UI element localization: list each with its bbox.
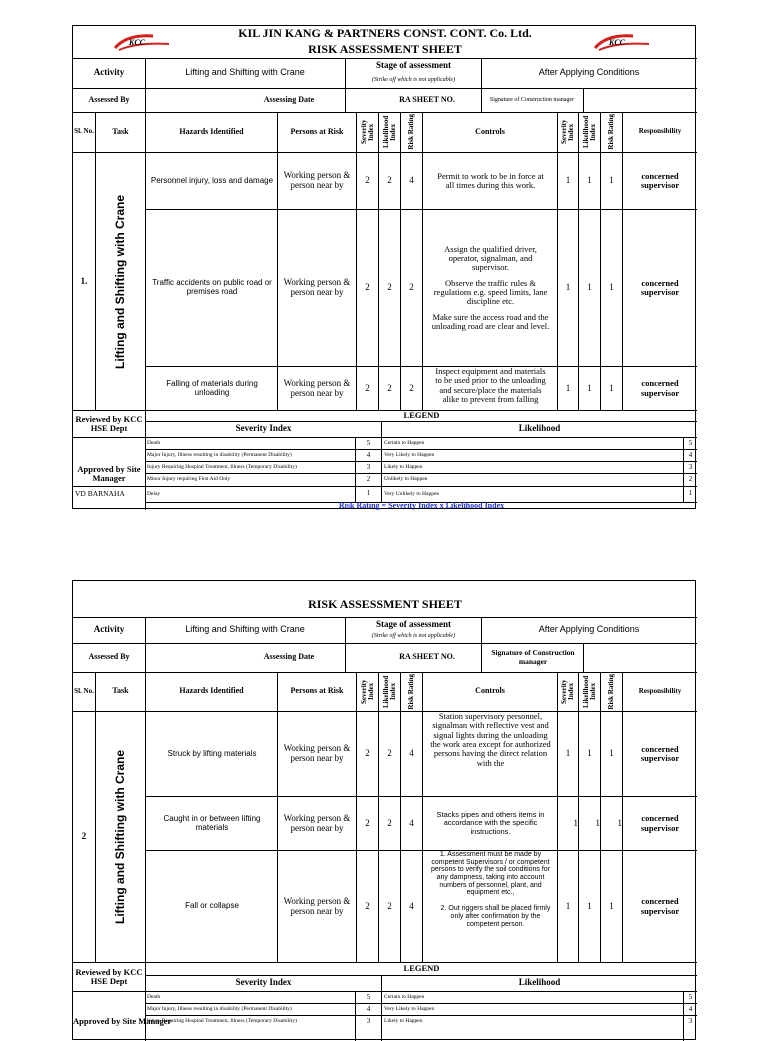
persons-header: Persons at Risk [290,686,344,696]
likelihood-val: 5 [688,992,693,1001]
manager-name: VD BARNAHA [75,488,125,498]
responsibility-cell: concerned supervisor [640,813,680,833]
hazard-cell: Falling of materials during unloading [166,378,258,397]
severity-header: Severity Index [560,679,575,704]
control-line: Assign the qualified driver, operator, signalman, and supervisor. [444,243,537,273]
likelihood-after-cell: 1 [587,900,592,911]
risk-sheet-2 [72,580,696,1040]
stage-value: After Applying Conditions [538,624,640,635]
severity-index-title: Severity Index [235,977,292,988]
sl-no-header: Sl. No. [74,127,94,136]
strike-note: (Strike off which is not applicable) [371,77,456,84]
legend-title: LEGEND [403,963,440,974]
severity-val: 3 [366,462,371,471]
severity-after-cell: 1 [565,382,571,393]
controls-cell [425,851,556,962]
stage-value: After Applying Conditions [538,67,640,78]
severity-desc: Injury Requiring Hospital Treatment, Illness (Temporary Disability) [147,464,297,471]
sl-number: 2 [81,831,87,842]
persons-cell: Working person & person near by [283,277,351,297]
severity-val: 3 [366,1016,371,1025]
controls-cell [424,210,557,366]
severity-after-cell: 1 [565,282,571,293]
likelihood-val: 5 [688,438,693,447]
likelihood-val: 1 [688,489,693,498]
likelihood-after-cell: 1 [587,748,592,759]
hazard-cell: Traffic accidents on public road or premises road [152,278,272,296]
severity-val: 5 [366,992,371,1001]
control-line: Observe the traffic rules & regulations e.g. speed limits, lane discipline etc. [433,277,548,307]
legend-title: LEGEND [403,410,440,421]
severity-cell: 2 [365,282,370,293]
activity-label: Activity [93,624,125,635]
hazard-cell: Caught in or between lifting materials [163,813,261,832]
likelihood-desc: Likely to Happen [384,464,423,471]
likelihood-val: 2 [688,474,693,483]
risk-sheet-1 [72,25,696,509]
risk-rating-formula: Risk Rating = Severity Index x Likelihood Index [338,500,505,510]
likelihood-desc: Certain to Happen [384,994,425,1001]
signature-label: Signature of Construction manager [489,96,575,103]
severity-desc: Major Injury, Illness resulting in disability (Permanent Disability) [147,452,292,459]
reviewed-by-label: Reviewed by KCC HSE Dept [75,413,143,433]
activity-value: Lifting and Shifting with Crane [185,624,305,635]
company-name: KIL JIN KANG & PARTNERS CONST. CONT. Co. Ltd. [238,25,532,40]
stage-label: Stage of assessment [376,60,451,71]
task-name: Lifting and Shifting with Crane [112,750,127,924]
approved-by-label: Approved by Site Manager [73,1016,172,1027]
likelihood-after-cell: 1 [587,175,592,186]
responsibility-cell: concerned supervisor [640,896,680,916]
svg-text:KCC: KCC [609,38,626,47]
persons-cell: Working person & person near by [283,170,351,190]
severity-after-cell: 1 [565,175,571,186]
severity-desc: Injury Requiring Hospital Treatment, Illness (Temporary Disability) [147,1018,297,1025]
sl-number: 1. [80,275,88,286]
likelihood-cell: 2 [387,175,392,186]
severity-after-cell: 1 [573,817,578,828]
hazard-cell: Fall or collapse [185,901,239,911]
likelihood-header: Likelihood Index [581,675,597,708]
risk-cell: 2 [409,382,414,393]
controls-cell: Station supervisory personnel, signalman with reflective vest and signal lights during the unloading the work area except for authorized persons having the direct relation with the [430,711,551,768]
risk-after-cell: 1 [609,282,614,293]
responsibility-header: Responsibility [638,686,682,695]
likelihood-val: 3 [688,462,693,471]
responsibility-cell: concerned supervisor [640,378,680,398]
likelihood-cell: 2 [387,382,392,393]
signature-label: Signature of Construction manager [491,648,575,666]
likelihood-val: 4 [688,1004,693,1013]
likelihood-cell: 2 [387,282,392,293]
task-header: Task [112,126,129,136]
likelihood-title: Likelihood [518,977,561,988]
severity-after-cell: 1 [565,748,571,759]
ra-sheet-no-label: RA SHEET NO. [399,94,455,104]
likelihood-after-cell: 1 [587,382,592,393]
severity-desc: Delay [147,490,161,497]
risk-cell: 2 [409,282,414,293]
severity-val: 1 [366,489,371,498]
risk-cell: 4 [409,900,414,911]
risk-header: Risk Rating [607,114,615,150]
severity-header: Severity Index [359,119,375,145]
likelihood-after-cell: 1 [587,282,592,293]
severity-header: Severity Index [560,119,575,145]
likelihood-desc: Likely to Happen [384,1018,423,1025]
approved-by-label: Approved by Site Manager [77,463,141,483]
task-name: Lifting and Shifting with Crane [112,194,127,369]
severity-header: Severity Index [359,679,375,704]
responsibility-cell: concerned supervisor [640,170,680,190]
controls-cell: Inspect equipment and materials to be used prior to the unloading and secure/place the materials alike to prevent from falling [435,366,546,405]
risk-header: Risk Rating [407,673,415,710]
severity-desc: Minor Injury requiring First Aid Only [147,476,231,483]
hazard-cell: Struck by lifting materials [167,748,257,758]
severity-cell: 2 [365,175,370,186]
task-header: Task [112,686,129,696]
risk-after-cell: 1 [609,382,614,393]
likelihood-header: Likelihood Index [381,675,397,708]
activity-label: Activity [93,67,125,78]
likelihood-desc: Unlikely to Happen [384,476,428,483]
controls-cell: Stacks pipes and others items in accordance with the specific instructions. [436,810,545,836]
hazards-header: Hazards Identified [179,686,244,696]
severity-desc: Death [147,994,161,1001]
severity-cell: 2 [365,748,370,759]
likelihood-desc: Certain to Happen [384,440,425,447]
likelihood-title: Likelihood [518,423,561,434]
sheet-title: RISK ASSESSMENT SHEET [308,41,462,56]
controls-cell: Permit to work to be in force at all times during this work. [437,170,544,190]
risk-after-cell: 1 [609,900,614,911]
risk-cell: 4 [409,817,414,828]
severity-cell: 2 [365,900,370,911]
control-line: 2. Out riggers shall be placed firmly only after confirmation by the competent person. [440,905,551,928]
severity-desc: Death [147,440,161,447]
risk-after-cell: 1 [609,175,614,186]
assessing-date-label: Assessing Date [263,652,315,662]
persons-cell: Working person & person near by [283,743,351,763]
risk-cell: 4 [409,175,414,186]
severity-val: 5 [366,438,371,447]
risk-after-cell: 1 [609,748,614,759]
controls-header: Controls [475,126,505,136]
ra-sheet-no-label: RA SHEET NO. [399,652,455,662]
risk-cell: 4 [409,748,414,759]
likelihood-cell: 2 [387,817,392,828]
control-line: 1. Assessment must be made by competent Supervisors / or competent persons to verify the soil conditions for any dampness, taking into account numbers of personnel, plant, and equipment etc., [430,851,551,897]
risk-after-cell: 1 [617,817,622,828]
assessing-date-label: Assessing Date [263,94,315,104]
likelihood-header: Likelihood Index [581,115,597,149]
assessed-by-label: Assessed By [88,94,130,104]
severity-cell: 2 [365,817,370,828]
likelihood-after-cell: 1 [595,817,600,828]
strike-note: (Strike off which is not applicable) [371,633,456,640]
assessed-by-label: Assessed By [88,652,130,662]
risk-header: Risk Rating [407,114,415,150]
likelihood-val: 4 [688,450,693,459]
likelihood-cell: 2 [387,748,392,759]
hazards-header: Hazards Identified [179,126,244,136]
hazard-cell: Personnel injury, loss and damage [150,175,274,185]
control-line: Make sure the access road and the unloading road are clear and level. [431,311,550,332]
likelihood-val: 3 [688,1016,693,1025]
severity-after-cell: 1 [565,900,571,911]
persons-cell: Working person & person near by [283,895,351,916]
activity-value: Lifting and Shifting with Crane [185,67,305,78]
persons-cell: Working person & person near by [283,377,351,398]
persons-cell: Working person & person near by [283,812,351,833]
severity-cell: 2 [365,382,370,393]
likelihood-desc: Very Unlikely to Happen [384,490,440,497]
reviewed-by-label: Reviewed by KCC HSE Dept [75,966,143,986]
likelihood-desc: Very Likely to Happen [384,1006,435,1013]
severity-val: 2 [366,474,371,483]
risk-header: Risk Rating [607,673,615,710]
severity-desc: Major Injury, Illness resulting in disability (Permanent Disability) [147,1006,292,1013]
sheet-title: RISK ASSESSMENT SHEET [308,596,462,611]
responsibility-cell: concerned supervisor [640,277,680,297]
likelihood-header: Likelihood Index [381,115,397,149]
svg-text:KCC: KCC [129,38,146,47]
controls-header: Controls [475,686,505,696]
responsibility-header: Responsibility [638,127,682,136]
severity-val: 4 [366,1004,371,1013]
severity-val: 4 [366,450,371,459]
likelihood-cell: 2 [387,900,392,911]
persons-header: Persons at Risk [290,126,344,136]
severity-index-title: Severity Index [235,423,292,434]
likelihood-desc: Very Likely to Happen [384,452,435,459]
sl-no-header: Sl. No. [74,686,94,695]
responsibility-cell: concerned supervisor [640,743,680,763]
stage-label: Stage of assessment [376,618,451,629]
